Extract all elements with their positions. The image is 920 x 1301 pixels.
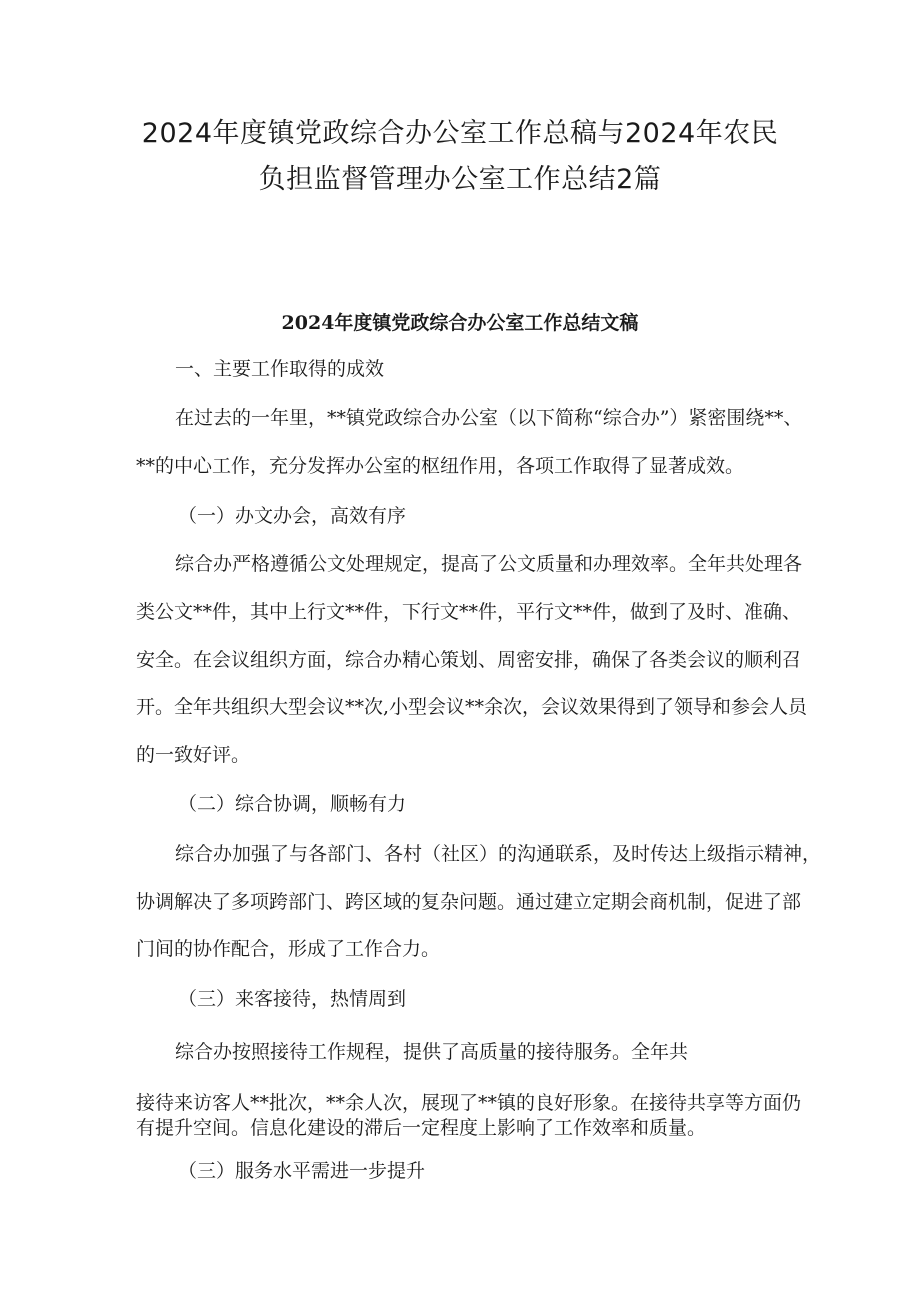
paragraph-line: 接待来访客人**批次，**余人次，展现了**镇的良好形象。在接待共享等方面仍 [136,1092,802,1114]
paragraph-line: 在过去的一年里，**镇党政综合办公室（以下简称“综合办”）紧密围绕**、 [175,407,803,429]
document-title-line-1: 2024年度镇党政综合办公室工作总稿与2024年农民 [141,118,779,149]
paragraph-line: 的一致好评。 [136,744,251,766]
paragraph-line: 协调解决了多项跨部门、跨区域的复杂问题。通过建立定期会商机制，促进了部 [136,891,802,913]
document-title-line-2: 负担监督管理办公室工作总结2篇 [258,164,662,195]
paragraph-line: 类公文**件，其中上行文**件，下行文**件，平行文**件，做到了及时、准确、 [136,601,802,623]
paragraph-line: **的中心工作，充分发挥办公室的枢纽作用，各项工作取得了显著成效。 [136,455,745,477]
paragraph-line: 综合办加强了与各部门、各村（社区）的沟通联系，及时传达上级指示精神， [175,843,822,865]
subheading-coordination: （二）综合协调，顺畅有力 [178,793,407,815]
paragraph-line: 安全。在会议组织方面，综合办精心策划、周密安排，确保了各类会议的顺利召 [136,649,802,671]
paragraph-line: 综合办严格遵循公文处理规定，提高了公文质量和办理效率。全年共处理各 [175,553,803,575]
subheading-documents-meetings: （一）办文办会，高效有序 [178,505,407,527]
section-title: 2024年度镇党政综合办公室工作总结文稿 [281,312,639,334]
heading-main-achievements: 一、主要工作取得的成效 [175,358,385,380]
paragraph-line: 门间的协作配合，形成了工作合力。 [136,938,441,960]
subheading-reception: （三）来客接待，热情周到 [178,988,407,1010]
paragraph-line: 有提升空间。信息化建设的滞后一定程度上影响了工作效率和质量。 [136,1117,707,1139]
subheading-service-level: （三）服务水平需进一步提升 [178,1160,426,1182]
paragraph-line: 开。全年共组织大型会议**次,小型会议**余次，会议效果得到了领导和参会人员 [136,696,808,718]
paragraph-line: 综合办按照接待工作规程，提供了高质量的接待服务。全年共 [175,1041,689,1063]
